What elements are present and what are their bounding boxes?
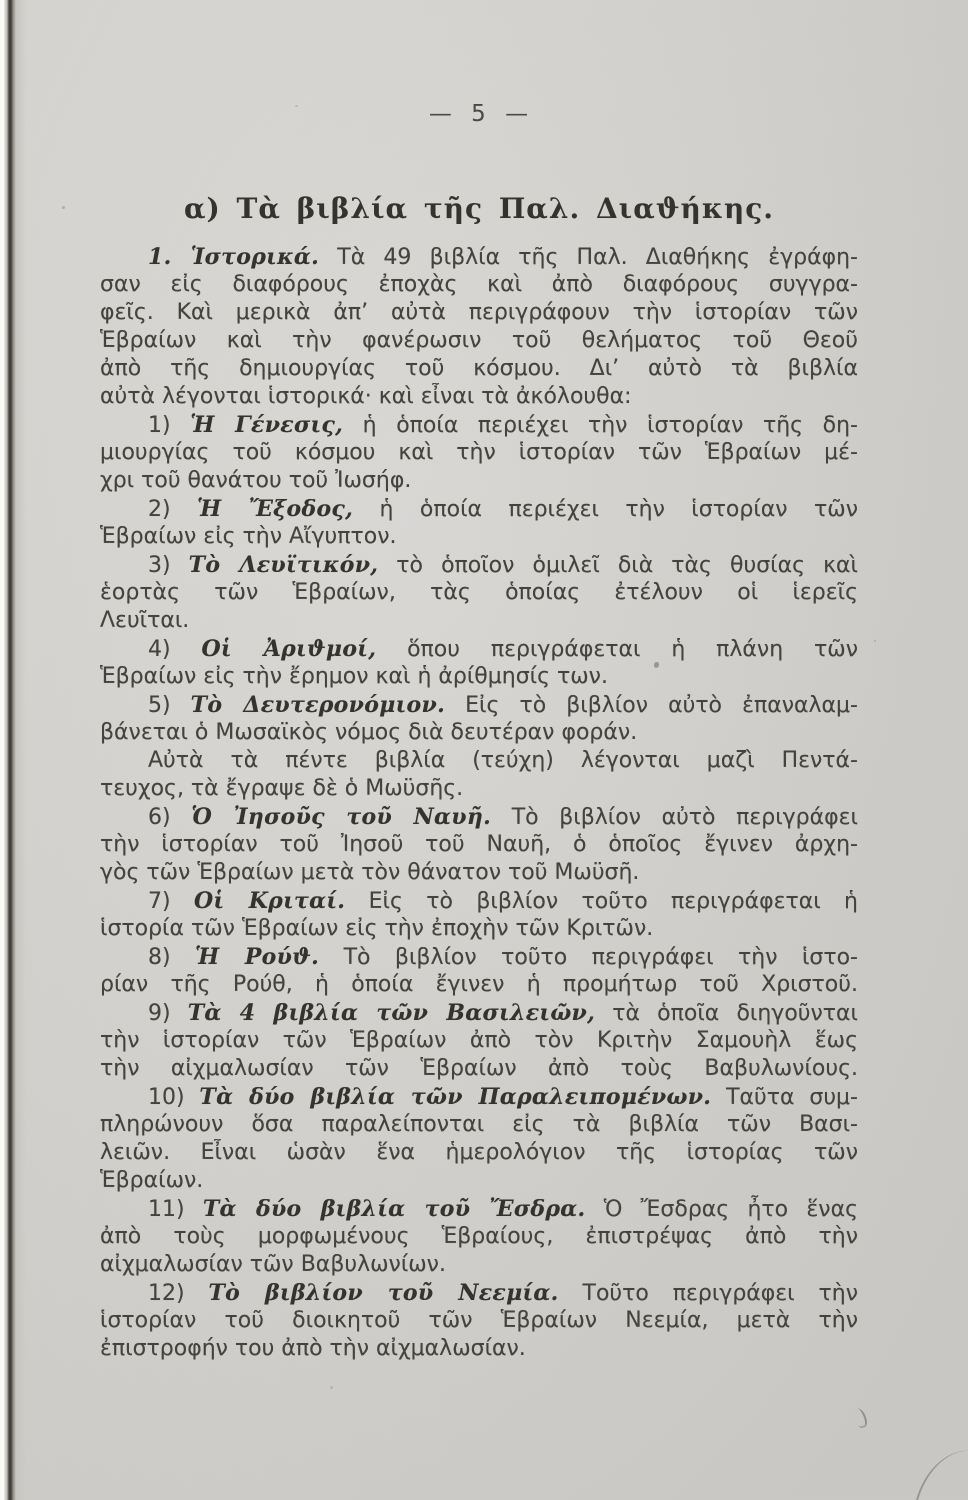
text-line: [100, 439, 858, 467]
text-segment: Εἰς τὸ βιβλίον τοῦτο περιγράφεται ἡ: [345, 889, 858, 914]
book-title-emphasis: Οἱ Κριταί.: [193, 888, 346, 914]
text-segment: σαν εἰς διαφόρους ἐποχὰς καὶ ἀπὸ διαφόρους συγγρα-: [100, 272, 858, 297]
book-binding-edge: [0, 0, 26, 1500]
text-segment: τὰ ὁποῖα διηγοῦνται: [595, 1001, 858, 1026]
book-title-emphasis: Ὁ Ἰησοῦς τοῦ Ναυῆ.: [191, 804, 492, 830]
text-segment: Ἑβραίων καὶ τὴν φανέρωσιν τοῦ θελήματος τοῦ Θεοῦ: [100, 328, 858, 353]
text-line: [100, 1027, 858, 1055]
text-line: [100, 607, 858, 635]
text-line: [100, 579, 858, 607]
text-line: [100, 551, 858, 579]
text-line: [100, 355, 858, 383]
text-line: [100, 691, 858, 719]
text-line: [100, 747, 858, 775]
book-title-emphasis: Τὸ Λευϊτικόν,: [188, 552, 379, 578]
text-segment: ἀπὸ τῆς δημιουργίας τοῦ κόσμου. Δι’ αὐτὸ τὰ βιβλία: [100, 356, 858, 381]
text-segment: χρι τοῦ θανάτου τοῦ Ἰωσήφ.: [100, 468, 412, 493]
text-segment: τὸ ὁποῖον ὁμιλεῖ διὰ τὰς θυσίας καὶ: [378, 553, 858, 578]
print-speck: [874, 640, 876, 642]
text-segment: ἱστορίαν τοῦ διοικητοῦ τῶν Ἑβραίων Νεεμία, μετὰ τὴν: [100, 1308, 858, 1333]
text-segment: φεῖς. Καὶ μερικὰ ἀπ’ αὐτὰ περιγράφουν τὴν ἱστορίαν τῶν: [100, 300, 858, 325]
text-segment: 12): [148, 1281, 209, 1306]
text-line: [100, 495, 858, 523]
text-segment: 3): [148, 553, 189, 578]
text-segment: ἱστορία τῶν Ἑβραίων εἰς τὴν ἐποχὴν τῶν Κριτῶν.: [100, 916, 654, 941]
text-segment: Ἑβραίων εἰς τὴν ἔρημον καὶ ἡ ἀρίθμησίς των.: [100, 664, 608, 689]
text-segment: 10): [148, 1085, 200, 1110]
text-segment: ἐπιστροφήν του ἀπὸ τὴν αἰχμαλωσίαν.: [100, 1336, 526, 1361]
book-title-emphasis: Ἡ Γένεσις,: [190, 412, 344, 438]
text-segment: τὴν ἱστορίαν τοῦ Ἰησοῦ τοῦ Ναυῆ, ὁ ὁποῖος ἔγινεν ἀρχη-: [100, 832, 858, 857]
text-segment: 7): [148, 889, 194, 914]
text-segment: Ἑβραίων.: [100, 1168, 204, 1193]
text-line: [100, 1279, 858, 1307]
text-line: [100, 467, 858, 495]
text-segment: ἡ ὁποία περιέχει τὴν ἱστορίαν τῆς δη-: [343, 413, 858, 438]
pencil-mark: [853, 1407, 869, 1429]
text-segment: 11): [148, 1197, 203, 1222]
text-segment: αἰχμαλωσίαν τῶν Βαβυλωνίων.: [100, 1252, 446, 1277]
body-text: [100, 243, 858, 1363]
text-line: [100, 999, 858, 1027]
text-line: [100, 943, 858, 971]
text-segment: γὸς τῶν Ἑβραίων μετὰ τὸν θάνατον τοῦ Μωϋσῆ.: [100, 860, 640, 885]
pencil-mark: [911, 1441, 968, 1500]
text-segment: πληρώνουν ὅσα παραλείπονται εἰς τὰ βιβλία τῶν Βασι-: [100, 1112, 858, 1137]
book-title-emphasis: Τὰ δύο βιβλία τοῦ Ἔσδρα.: [202, 1196, 586, 1222]
text-line: [100, 887, 858, 915]
text-line: [100, 1167, 858, 1195]
text-line: [100, 663, 858, 691]
text-segment: ρίαν τῆς Ρούθ, ἡ ὁποία ἔγινεν ἡ προμήτωρ τοῦ Χριστοῦ.: [100, 972, 858, 997]
book-title-emphasis: Τὸ Δευτερονόμιον.: [190, 692, 446, 718]
text-line: [100, 803, 858, 831]
book-title-emphasis: Τὰ 4 βιβλία τῶν Βασιλειῶν,: [187, 1000, 596, 1026]
text-segment: ἀπὸ τοὺς μορφωμένους Ἑβραίους, ἐπιστρέψας ἀπὸ τὴν: [100, 1224, 858, 1249]
print-speck: [62, 206, 65, 209]
text-line: [100, 915, 858, 943]
text-line: [100, 1223, 858, 1251]
text-segment: Τὰ 49 βιβλία τῆς Παλ. Διαθήκης ἐγράφη-: [319, 245, 858, 270]
text-segment: αὐτὰ λέγονται ἱστορικά· καὶ εἶναι τὰ ἀκόλουθα:: [100, 384, 632, 409]
text-line: [100, 831, 858, 859]
text-line: [100, 243, 858, 271]
text-segment: 5): [148, 693, 191, 718]
text-segment: 9): [148, 1001, 188, 1026]
text-segment: ἡ ὁποία περιέχει τὴν ἱστορίαν τῶν: [353, 497, 858, 522]
text-segment: 1): [148, 413, 191, 438]
book-title-emphasis: 1. Ἱστορικά.: [148, 244, 320, 270]
text-segment: βάνεται ὁ Μωσαϊκὸς νόμος διὰ δευτέραν φοράν.: [100, 720, 638, 745]
text-line: [100, 859, 858, 887]
text-line: [100, 327, 858, 355]
text-line: [100, 523, 858, 551]
text-line: [100, 271, 858, 299]
text-line: [100, 1335, 858, 1363]
page-number: — 5 —: [428, 101, 530, 127]
text-line: [100, 1307, 858, 1335]
text-line: [100, 1139, 858, 1167]
text-line: [100, 775, 858, 803]
text-line: [100, 719, 858, 747]
text-segment: ὅπου περιγράφεται ἡ πλάνη τῶν: [376, 637, 858, 662]
text-segment: τὴν ἱστορίαν τῶν Ἑβραίων ἀπὸ τὸν Κριτὴν Σαμουὴλ ἕως: [100, 1028, 858, 1053]
text-segment: τευχος, τὰ ἔγραψε δὲ ὁ Μωϋσῆς.: [100, 776, 464, 801]
text-segment: Λευῖται.: [100, 608, 190, 633]
text-line: [100, 1251, 858, 1279]
text-segment: Ταῦτα συμ-: [711, 1085, 858, 1110]
text-line: [100, 1083, 858, 1111]
book-title-emphasis: Τὸ βιβλίον τοῦ Νεεμία.: [208, 1280, 559, 1306]
text-segment: τὴν αἰχμαλωσίαν τῶν Ἑβραίων ἀπὸ τοὺς Βαβυλωνίους.: [100, 1056, 858, 1081]
text-line: [100, 971, 858, 999]
text-segment: Ἑβραίων εἰς τὴν Αἴγυπτον.: [100, 524, 397, 549]
text-line: [100, 383, 858, 411]
text-segment: 4): [148, 637, 202, 662]
book-title-emphasis: Οἱ Ἀριϑμοί,: [201, 636, 377, 662]
text-segment: μιουργίας τοῦ κόσμου καὶ τὴν ἱστορίαν τῶν Ἑβραίων μέ-: [100, 440, 858, 465]
text-segment: Ὁ Ἔσδρας ἦτο ἕνας: [585, 1197, 858, 1222]
book-title-emphasis: Τὰ δύο βιβλία τῶν Παραλειπομένων.: [199, 1084, 712, 1110]
text-line: [100, 299, 858, 327]
text-line: [100, 411, 858, 439]
text-segment: 2): [148, 497, 198, 522]
text-segment: Τὸ βιβλίον τοῦτο περιγράφει τὴν ἱστο-: [319, 945, 858, 970]
text-segment: 6): [148, 805, 192, 830]
book-title-emphasis: Ἡ Ἔξοδος,: [197, 496, 354, 522]
text-segment: Τοῦτο περιγράφει τὴν: [558, 1281, 858, 1306]
text-line: [100, 1055, 858, 1083]
text-line: [100, 635, 858, 663]
book-title-emphasis: Ἡ Ρούϑ.: [195, 944, 320, 970]
text-segment: Τὸ βιβλίον αὐτὸ περιγράφει: [491, 805, 858, 830]
text-segment: 8): [148, 945, 196, 970]
text-segment: Αὐτὰ τὰ πέντε βιβλία (τεύχη) λέγονται μαζὶ Πεντά-: [148, 748, 858, 773]
text-line: [100, 1111, 858, 1139]
section-heading: α) Τὰ βιβλία τῆς Παλ. Διαϑήκης.: [183, 192, 775, 225]
print-speck: [330, 1386, 333, 1389]
text-segment: Εἰς τὸ βιβλίον αὐτὸ ἐπαναλαμ-: [445, 693, 858, 718]
text-line: [100, 1195, 858, 1223]
text-segment: ἑορτὰς τῶν Ἑβραίων, τὰς ὁποίας ἐτέλουν οἱ ἱερεῖς: [100, 580, 858, 605]
text-segment: λειῶν. Εἶναι ὡσὰν ἕνα ἡμερολόγιον τῆς ἱστορίας τῶν: [100, 1140, 858, 1165]
